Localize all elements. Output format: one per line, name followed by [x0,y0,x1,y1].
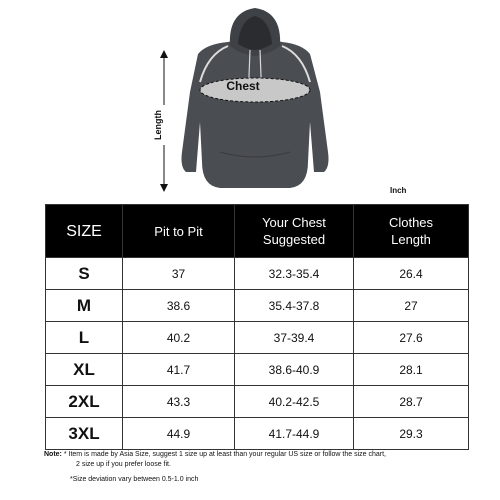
table-row [46,386,469,418]
size-cell: 2XL [46,386,123,418]
table-row [46,418,469,450]
note-line-3: *Size deviation vary between 0.5-1.0 inch [70,476,199,483]
chest-cell: 37-39.4 [235,322,354,354]
pit-to-pit-cell: 44.9 [123,418,235,450]
pit-to-pit-cell: 43.3 [123,386,235,418]
size-cell: L [46,322,123,354]
size-cell: 3XL [46,418,123,450]
header-clothes-length [354,205,469,258]
chest-cell: 32.3-35.4 [235,258,354,290]
note-line-2: 2 size up if you prefer loose fit. [76,461,171,468]
length-cell: 27.6 [354,322,469,354]
hoodie-illustration [150,2,360,192]
header-length-line2: Length [391,232,431,247]
pit-to-pit-cell: 41.7 [123,354,235,386]
table-row [46,258,469,290]
note-label: Note: [44,451,62,458]
header-size: SIZE [46,205,123,258]
length-label: Length [153,105,173,145]
pit-to-pit-cell: 37 [123,258,235,290]
hoodie-body [182,38,329,188]
table-row [46,354,469,386]
header-chest-suggested [235,205,354,258]
unit-label: Inch [390,186,407,195]
pit-to-pit-cell: 38.6 [123,290,235,322]
length-cell: 26.4 [354,258,469,290]
header-length-line1: Clothes [388,215,434,230]
table-row [46,322,469,354]
pit-to-pit-cell: 40.2 [123,322,235,354]
size-cell: M [46,290,123,322]
chest-cell: 35.4-37.8 [235,290,354,322]
table-row [46,290,469,322]
header-pit-to-pit: Pit to Pit [123,205,235,258]
note-line-1 [44,450,484,460]
length-cell: 28.1 [354,354,469,386]
table-header-row [46,205,469,258]
header-chest-line1: Your Chest [262,215,326,230]
chest-cell: 40.2-42.5 [235,386,354,418]
size-chart-table [45,204,469,450]
chest-label: Chest [226,79,260,93]
length-cell: 29.3 [354,418,469,450]
chest-cell: 38.6-40.9 [235,354,354,386]
size-notes [44,450,484,485]
note-text-1: * Item is made by Asia Size, suggest 1 size up at least than your regular US size or follow the size chart, [63,451,386,458]
size-cell: XL [46,354,123,386]
size-cell: S [46,258,123,290]
length-cell: 27 [354,290,469,322]
chest-cell: 41.7-44.9 [235,418,354,450]
header-chest-line2: Suggested [262,232,326,247]
length-cell: 28.7 [354,386,469,418]
